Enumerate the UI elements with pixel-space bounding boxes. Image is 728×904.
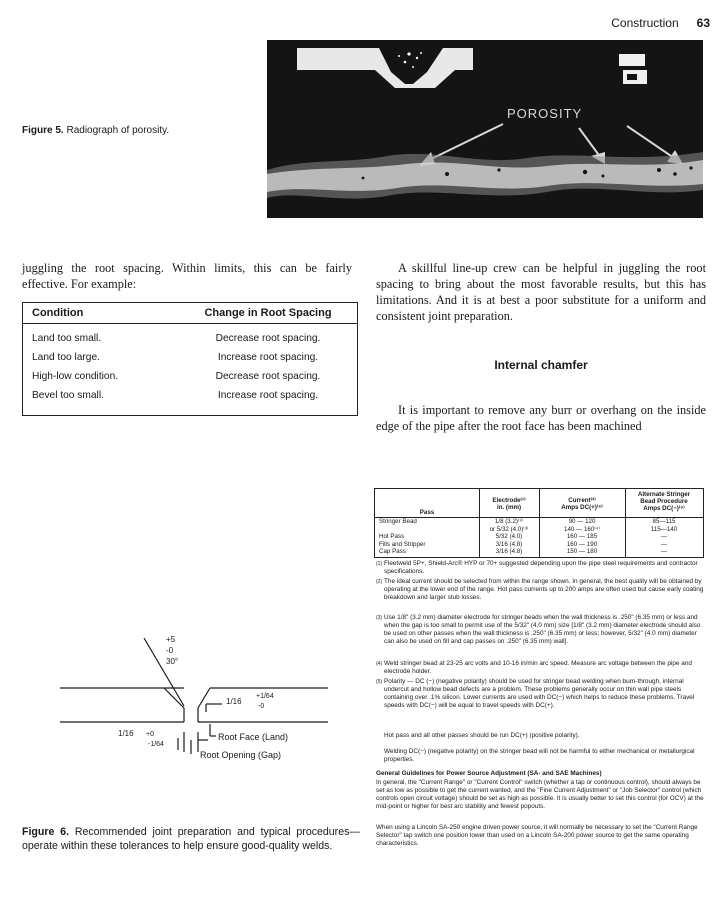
table-row xyxy=(375,533,703,541)
cell-electrode: 3/16 (4.8) xyxy=(495,540,523,548)
running-head xyxy=(560,16,710,30)
header-electrode-line2: in. (mm) xyxy=(496,504,522,511)
footnote-marker: (2) xyxy=(376,579,383,585)
footnote-marker: (5) xyxy=(376,679,383,685)
header-current xyxy=(539,489,625,518)
right-column-paragraph-2: It is important to remove any burr or overhang on the inside edge of the pipe after the root face has been machined xyxy=(376,403,706,433)
joint-preparation-diagram xyxy=(60,632,330,780)
header-alternate xyxy=(625,489,703,518)
table-row xyxy=(375,541,703,549)
cell-pass: Fills and Stripper xyxy=(379,540,426,548)
lincoln-note: When using a Lincoln SA-250 engine driven power source, it will normally be necessary to set the "Current Range Selector" tap switch one position lower than used on a Lincoln SA-200 power source to get the same operating characteristics. xyxy=(376,824,698,848)
table-row xyxy=(375,548,703,556)
header-pass: Pass xyxy=(375,489,479,518)
cell-electrode: or 5/32 (4.0)⁽³⁾ xyxy=(489,525,529,533)
header-electrode-line1: Electrode⁽¹⁾ xyxy=(492,497,526,504)
header-electrode xyxy=(479,489,539,518)
polarity-note: Hot pass and all other passes should be run DC(+) (positive polarity). xyxy=(384,732,580,739)
footnote-marker: (1) xyxy=(376,561,383,567)
cell-electrode: 1/8 (3.2)⁽³⁾ xyxy=(494,518,524,525)
cell-change: Decrease root spacing. xyxy=(215,333,321,344)
gap-plus-label: +0 xyxy=(146,731,154,738)
header-alt-line1: Alternate Stringer xyxy=(637,491,691,498)
footnote-text: Polarity — DC (−) (negative polarity) should be used for stringer bead welding when burn-through, internal undercut and hollow bead defects are a problem. These problems generally occur on thin wall pipe steels containing over .1% silicon. Lower currents are used with DC(−) which helps to reduce these problems. Travel speeds with DC(−) will be equal to travel speeds with DC(+). xyxy=(384,678,695,710)
cell-current: 160 — 190 xyxy=(566,540,598,548)
cell-condition: Land too large. xyxy=(32,352,100,363)
cell-alternate: 85—115 xyxy=(652,518,676,525)
section-title: Construction xyxy=(611,16,679,30)
root-opening-label: Root Opening (Gap) xyxy=(200,750,282,760)
footnote-text: Fleetweld 5P+, Shield-Arc® HYP or 70+ suggested depending upon the pipe steel requirements and contractor specifications. xyxy=(384,560,698,576)
header-condition: Condition xyxy=(32,307,84,319)
right-column-paragraph-1: A skillful line-up crew can be helpful in juggling the root spacing to bring about the most favorable results, but this has limitations. And it is at best a poor substitute for a uniform and consistent joint preparation. xyxy=(376,261,706,323)
cell-alternate: — xyxy=(660,548,668,555)
cell-pass: Cap Pass xyxy=(379,548,406,555)
figure6-caption-text: Recommended joint preparation and typical procedures—operate within these tolerances to help ensure good-quality welds. xyxy=(22,826,360,852)
cell-condition: Land too small. xyxy=(32,333,102,344)
guidelines-heading: General Guidelines for Power Source Adjustment (SA- and SAE Machines) xyxy=(376,770,602,777)
gap-minus-label: -1/64 xyxy=(148,741,164,748)
section-heading: Internal chamfer xyxy=(494,358,588,372)
figure6-caption xyxy=(22,826,360,853)
procedure-table xyxy=(374,488,704,558)
cell-current: 150 — 180 xyxy=(566,548,598,555)
figure5-caption-text: Radiograph of porosity. xyxy=(66,125,170,136)
page-number: 63 xyxy=(696,16,710,30)
footnote-marker: (3) xyxy=(376,615,383,621)
gap-value-label: 1/16 xyxy=(118,729,134,738)
footnote-text: Use 1/8" (3.2 mm) diameter electrode for stringer beads when the wall thickness is .250" (6.35 mm) or less and when the gap is too small to permit use of the 5/32" (4.0 mm) size [1/8" (3.2 mm) diameter electrode should also be used on other passes when the wall thickness is .250" (6.35 mm) or less; however, 5/32" (4.0 mm) diameter can also be used on fill and cap passes on .250" (6.35 mm) wall]. xyxy=(384,614,701,646)
table-row xyxy=(23,333,357,350)
table-row xyxy=(23,371,357,388)
cell-electrode: 5/32 (4.0) xyxy=(495,533,523,540)
header-alt-line2: Bead Procedure xyxy=(640,498,688,505)
cell-current: 140 — 160⁽⁴⁾ xyxy=(564,525,600,533)
footnote-marker: (4) xyxy=(376,661,383,667)
figure5-caption xyxy=(22,125,169,136)
cell-alternate: 115—140 xyxy=(650,525,678,533)
radiograph-image xyxy=(267,40,703,218)
footnote-text: Weld stringer bead at 23-25 arc volts and 10-16 in/min arc speed. Measure arc voltage between the pipe and electrode holder. xyxy=(384,660,692,676)
cell-change: Decrease root spacing. xyxy=(215,371,321,382)
table-row xyxy=(375,518,703,526)
cell-current: 160 — 185 xyxy=(566,533,598,540)
polarity-note: Welding DC(−) (negative polarity) on the stringer bead will not be harmful to either mechanical or metallurgical properties. xyxy=(384,748,695,764)
land-value-label: 1/16 xyxy=(226,697,242,706)
cell-pass: Hot Pass xyxy=(379,533,405,540)
cell-alternate: — xyxy=(660,540,668,548)
figure5-label: Figure 5. xyxy=(22,125,64,136)
header-current-line1: Current⁽²⁾ xyxy=(568,497,596,504)
guidelines-text: In general, the "Current Range" or "Current Control" switch (whether a tap or continuous control), should always be set as low as possible to get the current wanted, and the "Fine Current Adjustment" or "Job Selector" control (which controls open circuit voltage) should be set as high as possible. It is usually better to set this control (for OCV) at the mid-point or higher for best arc stability and fewest popouts. xyxy=(376,779,704,811)
cell-current: 90 — 120 xyxy=(568,518,596,525)
angle-minus-label: -0 xyxy=(166,646,174,655)
left-column-paragraph: juggling the root spacing. Within limits, this can be fairly effective. For example: xyxy=(22,261,352,291)
cell-condition: High-low condition. xyxy=(32,371,119,382)
cell-change: Increase root spacing. xyxy=(217,352,319,363)
header-alt-line3: Amps DC(−)⁽⁶⁾ xyxy=(643,505,685,512)
root-spacing-table xyxy=(22,302,358,416)
header-change: Change in Root Spacing xyxy=(204,307,332,319)
porosity-label: POROSITY xyxy=(507,106,583,121)
radiograph-graphic xyxy=(267,40,703,218)
table-header xyxy=(23,303,357,324)
cell-change: Increase root spacing. xyxy=(217,390,319,401)
header-current-line2: Amps DC(+)⁽⁶⁾ xyxy=(561,504,603,511)
angle-plus-label: +5 xyxy=(166,635,176,644)
cell-electrode: 3/16 (4.8) xyxy=(495,548,523,555)
figure6-label: Figure 6. xyxy=(22,826,70,838)
table-row xyxy=(23,390,357,407)
footnote-text: The ideal current should be selected from within the range shown. In general, the best quality will be obtained by operating at the lower end of the range. Hot pass currents up to 200 amps are often used but cause early coating breakdown and larger stub losses. xyxy=(384,578,704,602)
angle-value-label: 30° xyxy=(166,657,179,666)
table-row xyxy=(375,526,703,534)
cell-pass: Stringer Bead xyxy=(379,518,417,525)
cell-condition: Bevel too small. xyxy=(32,390,104,401)
land-minus-label: -0 xyxy=(258,703,265,710)
table-row xyxy=(23,352,357,369)
land-plus-label: +1/64 xyxy=(256,693,274,700)
root-face-label: Root Face (Land) xyxy=(218,732,289,742)
cell-alternate: — xyxy=(660,533,668,540)
